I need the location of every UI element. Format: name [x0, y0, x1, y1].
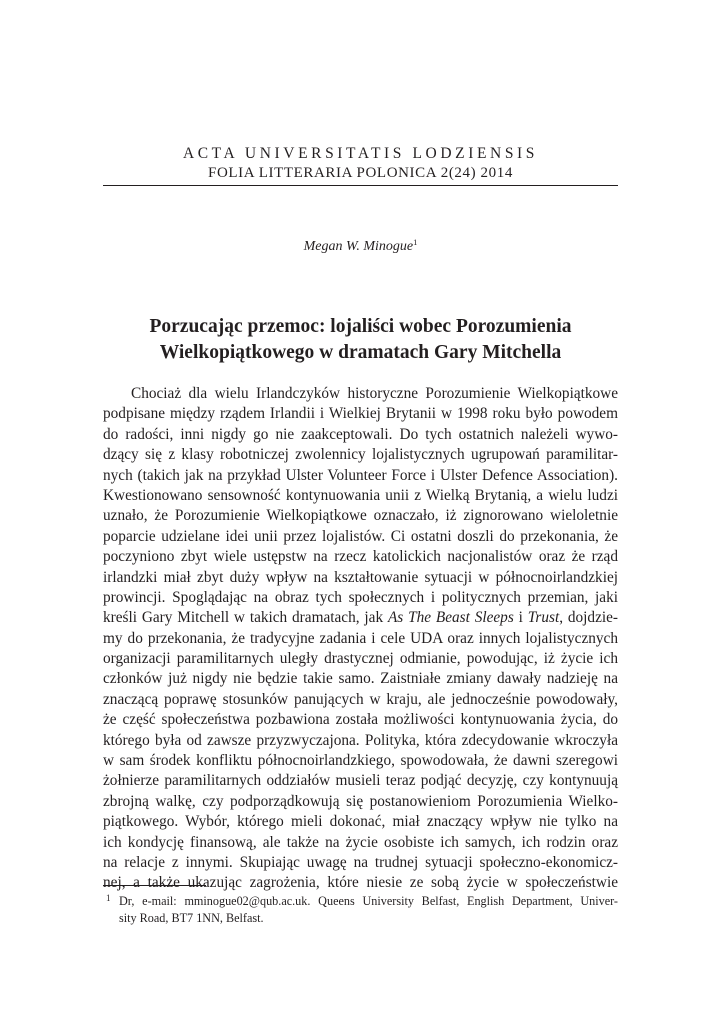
body-line: prowincji. Spoglądając na obraz tych społecznych i politycznych przemian, jaki	[103, 588, 618, 606]
body-line: nych (takich jak na przykład Ulster Volunteer Force i Ulster Defence Association).	[103, 466, 618, 484]
footnote-marker: 1	[106, 893, 111, 903]
journal-title: ACTA UNIVERSITATIS LODZIENSIS	[182, 145, 539, 162]
body-line: zbrojną walkę, czy podporządkowują się postanowieniom Porozumienia Wielko-	[103, 792, 618, 810]
body-line-head: kreśli Gary Mitchell w takich dramatach, jak	[103, 609, 388, 627]
body-line: podpisane między rządem Irlandii i Wielkiej Brytanii w 1998 roku było powodem	[103, 405, 618, 423]
footnote-line-2: sity Road, BT7 1NN, Belfast.	[119, 910, 264, 925]
body-line: uznało, że Porozumienie Wielkopiątkowe oznaczało, iż zignorowano wieloletnie	[103, 507, 618, 525]
header-divider	[103, 185, 618, 186]
body-line: w sam środek konfliktu północnoirlandzkiego, spowodowała, że dawni szeregowi	[103, 752, 618, 770]
body-line: Chociaż dla wielu Irlandczyków historyczne Porozumienie Wielkopiątkowe	[131, 385, 618, 402]
footnote-line-1: Dr, e-mail: mminogue02@qub.ac.uk. Queens University Belfast, English Department, Univer-	[119, 894, 618, 908]
play-title-beast: As The Beast Sleeps	[387, 609, 514, 627]
body-line: członków już nigdy nie będzie takie samo. Zaistniałe zmiany dawały nadzieję na	[103, 670, 618, 688]
body-text	[103, 384, 618, 894]
body-line-tail: , dojdzie-	[559, 609, 618, 627]
body-line: organizacji paramilitarnych uległy drastycznej odmianie, powodując, iż życie ich	[103, 650, 618, 668]
article-title-line-1: Porzucając przemoc: lojaliści wobec Porozumienia	[149, 316, 572, 337]
body-line: poczyniono zbyt wiele ustępstw na rzecz katolickich nacjonalistów oraz że rząd	[103, 548, 618, 566]
body-line: my do przekonania, że tradycyjne zadania i cele UDA oraz innych lojalistycznych	[103, 629, 618, 647]
body-line: Kwestionowano sensowność kontynuowania unii z Wielką Brytanią, a wielu ludzi	[103, 486, 618, 504]
body-line: żołnierze paramilitarnych oddziałów musieli teraz podjąć decyzję, czy kontynuują	[103, 772, 618, 790]
body-line: poparcie udzielane idei unii przez lojalistów. Ci ostatni doszli do przekonania, że	[103, 527, 618, 545]
body-line: irlandzki miał zbyt duży wpływ na kształtowanie sytuacji w północnoirlandzkiej	[103, 568, 618, 586]
body-line: nej, a także ukazując zagrożenia, które niesie ze sobą życie w społeczeństwie	[103, 874, 618, 892]
article-title	[103, 314, 618, 366]
journal-issue: FOLIA LITTERARIA POLONICA 2(24) 2014	[208, 165, 513, 181]
body-line: znaczącą poprawę stosunków panujących w kraju, ale jednocześnie powodowały,	[103, 690, 618, 708]
play-title-trust: Trust	[527, 609, 560, 627]
body-conjunction: i	[513, 609, 528, 627]
body-line-mixed	[103, 608, 618, 628]
body-line: ich kondycję finansową, ale także na życie osobiste ich samych, ich rodzin oraz	[103, 833, 618, 851]
author-footnote-ref: 1	[413, 237, 418, 247]
author-name: Megan W. Minogue	[303, 239, 414, 254]
body-line: piątkowego. Wybór, którego mieli dokonać, miał znaczący wpływ nie tylko na	[103, 813, 618, 831]
article-title-line-2: Wielkopiątkowego w dramatach Gary Mitchella	[159, 342, 562, 363]
body-line: do radości, inni nigdy go nie zaakceptowali. Do tych ostatnich należeli wywo-	[103, 425, 618, 443]
footnote-divider	[103, 885, 206, 886]
body-line: dzący się z klasy robotniczej zwolennicy lojalistycznych ugrupowań paramilitar-	[103, 446, 618, 464]
footnote	[103, 893, 618, 926]
body-line: którego była od zawsze przyzwyczajona. Polityka, która zdecydowanie wkroczyła	[103, 731, 618, 749]
author-line	[0, 239, 721, 255]
body-line: na relacje z innymi. Skupiając uwagę na trudnej sytuacji społeczno-ekonomicz-	[103, 853, 618, 871]
body-line: że część społeczeństwa pozbawiona została możliwości kontynuowania życia, do	[103, 711, 618, 729]
